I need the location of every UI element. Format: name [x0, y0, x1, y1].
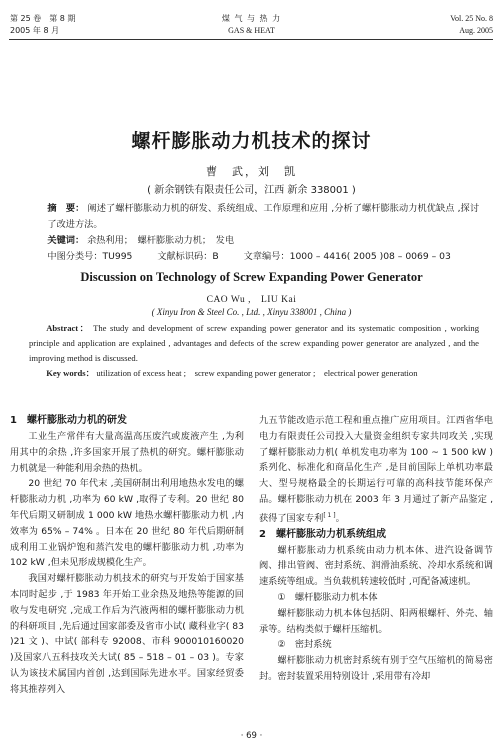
right-column: [259, 413, 493, 685]
section-1-paragraph: 工业生产常伴有大量高温高压废汽或废液产生 ,为利用其中的余热 ,许多国家开展了热机的研究。螺杆膨胀动力机就是一种能利用余热的热机。: [10, 431, 244, 474]
citation-ref: [ 1 ]: [323, 511, 336, 519]
header-date-en: Aug. 2005: [459, 26, 493, 35]
header-rule: [9, 39, 493, 40]
section-1-paragraph: 20 世纪 70 年代末 ,美国研制出利用地热水发电的螺杆膨胀动力机 ,功率为 60 kW ,取得了专利。20 世纪 80 年代后期又研制成 1 000 kW 地热水螺杆膨胀动力机 ,内效率为 65% – 74% 。日本在 20 世纪 80 年代后期研制成利用工业锅炉饱和蒸汽发电的螺杆膨胀动力机 ,功率为 102 kW ,但未见形成规模化生产。: [10, 478, 244, 569]
subsection-1-text: 螺杆膨胀动力机本体包括阴、阳两根螺杆、外壳、轴承等。结构类似于螺杆压缩机。: [259, 607, 493, 635]
authors-en: CAO Wu , LIU Kai: [206, 295, 297, 305]
paper-title-en: Discussion on Technology of Screw Expanding Power Generator: [80, 270, 423, 284]
header-journal-cn: 煤 气 与 热 力: [221, 14, 282, 23]
header-journal-en: GAS & HEAT: [228, 26, 275, 35]
abstract-en-text: The study and development of screw expanding power generator and its systematic composition , working principle and application are explained , advantages and defects of the screw expanding power generator are analyzed , and the improving method is discussed.: [29, 323, 479, 363]
header-volume-cn: 第 25 卷 第 8 期: [10, 14, 76, 23]
paper-title-cn: 螺杆膨胀动力机技术的探讨: [131, 130, 372, 152]
continuation-end: 。: [335, 512, 345, 524]
classification-line: [29, 249, 479, 265]
clc-number: 中图分类号：TU995: [47, 251, 133, 262]
keywords-cn-text: 余热利用； 螺杆膨胀动力机； 发电: [87, 235, 235, 246]
section-1-continuation: [259, 413, 493, 527]
left-column: [10, 413, 244, 698]
subsection-2-text: 螺杆膨胀动力机密封系统有别于空气压缩机的简易密封。密封装置采用特别设计 ,采用带有冷却: [259, 655, 493, 683]
abstract-cn: [29, 201, 479, 233]
abstract-cn-label: 摘 要：: [47, 203, 85, 214]
keywords-cn: [29, 233, 479, 249]
subsection-1-heading: ① 螺杆膨胀动力机本体: [277, 592, 378, 604]
affiliation-en: ( Xinyu Iron & Steel Co. , Ltd. , Xinyu 338001 , China ): [151, 307, 352, 317]
subsection-2-heading: ② 密封系统: [277, 639, 332, 651]
authors-cn: 曹 武，刘 凯: [206, 165, 297, 178]
section-1-heading: 1 螺杆膨胀动力机的研发: [10, 415, 127, 426]
keywords-cn-label: 关键词：: [47, 235, 85, 246]
document-code: 文献标识码：B: [157, 251, 219, 262]
section-2-heading: 2 螺杆膨胀动力机系统组成: [259, 528, 386, 540]
header-date-cn: 2005 年 8 月: [10, 26, 60, 35]
abstract-en-label: Abstract：: [46, 323, 90, 333]
abstract-en: [29, 321, 479, 366]
header-volume-en: Vol. 25 No. 8: [450, 14, 493, 23]
article-number: 文章编号：1000 – 4416( 2005 )08 – 0069 – 03: [243, 251, 451, 262]
affiliation-cn: ( 新余钢铁有限责任公司，江西 新余 338001 ): [147, 185, 356, 196]
page-number: · 69 ·: [240, 731, 263, 741]
section-2-intro: 螺杆膨胀动力机系统由动力机本体、进汽设备调节阀、排出管阀、密封系统、润滑油系统、冷却水系统和调速系统等组成。当负载机转速较低时 ,可配备减速机。: [259, 544, 493, 588]
continuation-text: 九五节能改造示范工程和重点推广应用项目。江西省华电电力有限责任公司投入大量资金组织专家共同攻关 ,实现了螺杆膨胀动力机( 单机发电功率为 100 ~ 1 500 kW )系列化、标准化和商品化生产 ,是目前国际上单机功率最大、型号规格最全的长期运行可靠的高科技节能环保产品。螺杆膨胀动力机在 2003 年 3 月通过了新产品鉴定 ,获得了国家专利: [259, 415, 493, 524]
abstract-cn-text: 阐述了螺杆膨胀动力机的研发、系统组成、工作原理和应用 ,分析了螺杆膨胀动力机优缺点 ,探讨了改进方法。: [47, 203, 480, 230]
section-1-paragraph: 我国对螺杆膨胀动力机技术的研究与开发始于国家基本同时起步 ,于 1983 年开始工业余热及地热等能源的回收与发电研究 ,完成工作后为汽液两相的螺杆膨胀动力机的科研项目 ,先后通过国家部委及省市小试( 藏科业字( 83 )21 文 )、中试( 部科专 92008、市科 900010160020 )及国家八五科技攻关大试( 85 – 518 – 01 – 03 )。专家认为该技术属国内首创 ,达到国际先进水平。国家经贸委将其推荐列入: [10, 573, 244, 695]
keywords-en: [29, 366, 479, 381]
keywords-en-label: Key words：: [46, 368, 95, 378]
keywords-en-text: utilization of excess heat ; screw expanding power generator ; electrical power generation: [96, 368, 418, 378]
